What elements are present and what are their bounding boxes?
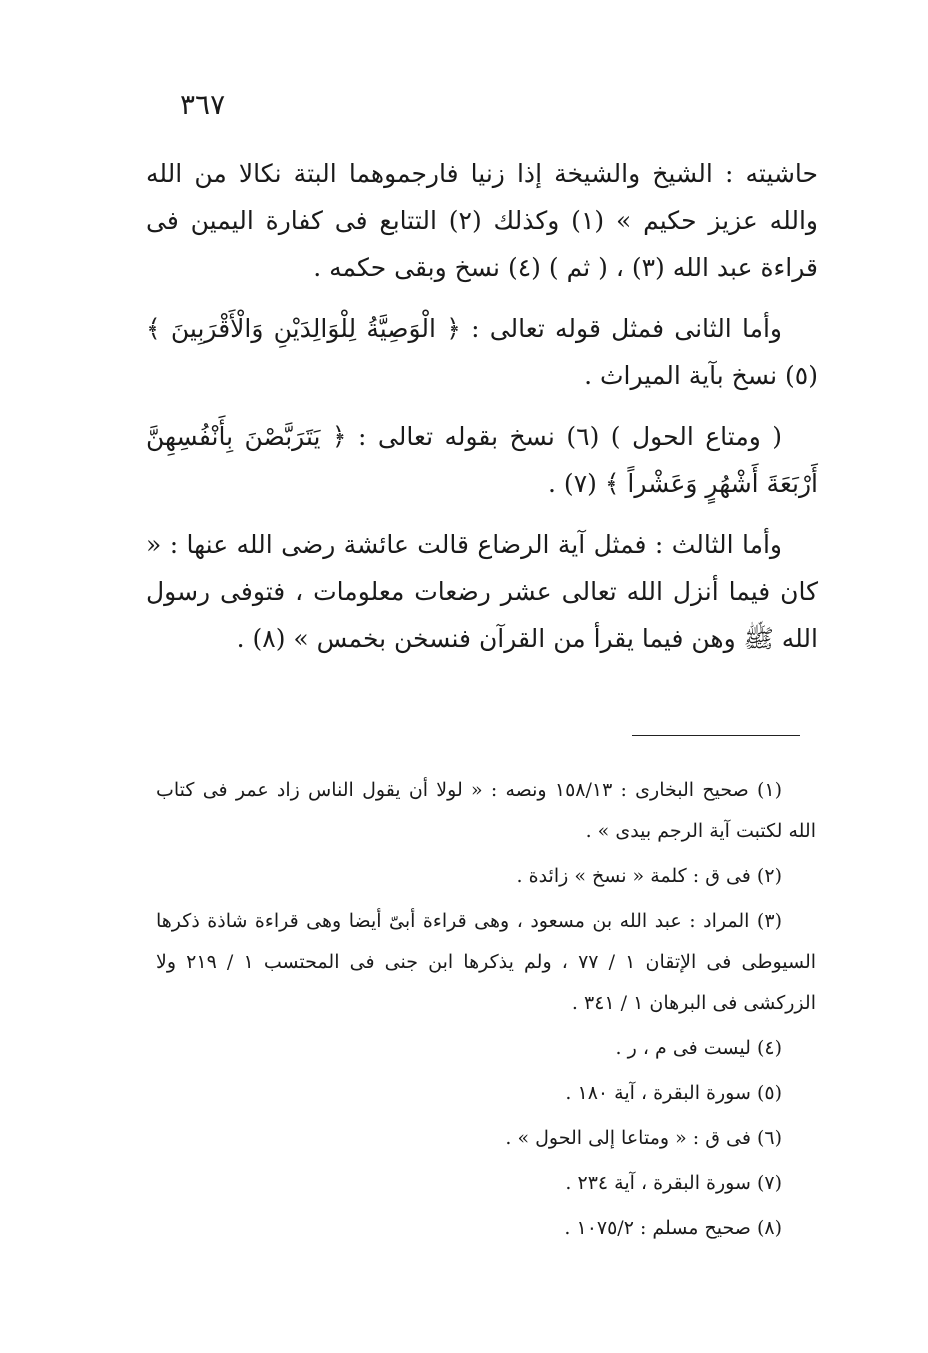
footnote-1: (١) صحيح البخارى : ١٥٨/١٣ ونصه : « لولا أن يقول الناس زاد عمر فى كتاب الله لكتبت آية الرجم بيدى » . [156, 779, 816, 842]
footnote-2: (٢) فى ق : كلمة « نسخ » زائدة . [516, 865, 782, 887]
page-number: ٣٦٧ [180, 88, 226, 121]
paragraph-hashiyatuhu: حاشيته : الشيخ والشيخة إذا زنيا فارجموهما البتة نكالا من الله والله عزيز حكيم » (١) وكذلك (٢) التتابع فى كفارة اليمين فى قراءة عبد الله (٣) ، ( ثم ) (٤) نسخ وبقى حكمه . [146, 159, 818, 282]
paragraph-second-type: وأما الثانى فمثل قوله تعالى : ﴿ الْوَصِيَّةُ لِلْوَالِدَيْنِ وَالْأَقْرَبِينَ ﴾ (٥) نسخ بآية الميراث . [146, 314, 818, 390]
footnote-separator [632, 735, 800, 736]
main-text [146, 150, 818, 676]
footnote-8: (٨) صحيح مسلم : ١٠٧٥/٢ . [564, 1217, 782, 1239]
paragraph-third-type: وأما الثالث : فمثل آية الرضاع قالت عائشة رضى الله عنها : « كان فيما أنزل الله تعالى عشر رضعات معلومات ، فتوفى رسول الله ﷺ وهن فيما يقرأ من القرآن فنسخن بخمس » (٨) . [146, 530, 818, 653]
footnote-3: (٣) المراد : عبد الله بن مسعود ، وهى قراءة أبىّ أيضا وهى قراءة شاذة ذكرها السيوطى فى الإتقان ١ / ٧٧ ، ولم يذكرها ابن جنى فى المحتسب ١ / ٢١٩ ولا الزركشى فى البرهان ١ / ٣٤١ . [156, 910, 817, 1014]
footnote-7: (٧) سورة البقرة ، آية ٢٣٤ . [565, 1172, 782, 1194]
footnote-6: (٦) فى ق : « ومتاعا إلى الحول » . [505, 1127, 782, 1149]
footnote-4: (٤) ليست فى م ، ر . [615, 1037, 782, 1059]
paragraph-mataa-al-hawl: ( ومتاع الحول ) (٦) نسخ بقوله تعالى : ﴿ يَتَرَبَّصْنَ بِأَنْفُسِهِنَّ أَرْبَعَةَ أَشْهُرٍ وَعَشْراً ﴾ (٧) . [146, 422, 818, 498]
footnote-5: (٥) سورة البقرة ، آية ١٨٠ . [565, 1082, 782, 1104]
footnotes [156, 770, 816, 1249]
